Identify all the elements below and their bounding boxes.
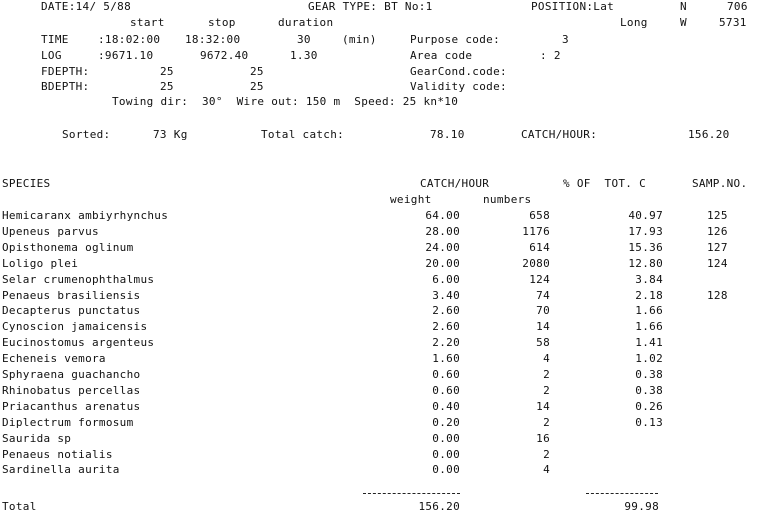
catch-numbers: 2: [543, 384, 550, 397]
species-name: Selar crumenophthalmus: [2, 273, 155, 286]
log-start: :9671.10: [98, 49, 154, 62]
percent-total-column-header: % OF TOT. C: [563, 177, 647, 190]
catch-weight: 0.00: [432, 448, 460, 461]
catch-weight: 2.60: [432, 304, 460, 317]
total-catch-label: Total catch:: [261, 128, 345, 141]
species-name: Upeneus parvus: [2, 225, 99, 238]
percent-of-total: 1.66: [635, 304, 663, 317]
percent-of-total: 1.66: [635, 320, 663, 333]
total-percent: 99.98: [624, 500, 659, 513]
catch-numbers: 74: [536, 289, 550, 302]
gearcond-code-label: GearCond.code:: [410, 65, 507, 78]
catch-weight: 24.00: [425, 241, 460, 254]
species-name: Loligo plei: [2, 257, 79, 270]
sample-number-column-header: SAMP.NO.: [692, 177, 748, 190]
catch-weight: 6.00: [432, 273, 460, 286]
percent-of-total: 40.97: [628, 209, 663, 222]
col-stop-header: stop: [208, 16, 236, 29]
log-stop: 9672.40: [200, 49, 249, 62]
catch-weight: 28.00: [425, 225, 460, 238]
sorted-value: 73 Kg: [153, 128, 188, 141]
log-duration: 1.30: [290, 49, 318, 62]
numbers-subheader: numbers: [483, 193, 532, 206]
position-lat-label: POSITION:Lat: [531, 0, 615, 13]
catch-per-hour-label: CATCH/HOUR:: [521, 128, 598, 141]
percent-of-total: 17.93: [628, 225, 663, 238]
catch-numbers: 70: [536, 304, 550, 317]
percent-of-total: 12.80: [628, 257, 663, 270]
percent-of-total: 15.36: [628, 241, 663, 254]
species-name: Saurida sp: [2, 432, 72, 445]
catch-weight: 0.00: [432, 432, 460, 445]
sample-number: 128: [707, 289, 728, 302]
sample-number: 126: [707, 225, 728, 238]
species-name: Decapterus punctatus: [2, 304, 141, 317]
percent-of-total: 0.38: [635, 384, 663, 397]
weight-total-rule: [363, 493, 460, 494]
long-label: Long: [620, 16, 648, 29]
catch-per-hour-value: 156.20: [688, 128, 730, 141]
towing-wire-speed-line: Towing dir: 30° Wire out: 150 m Speed: 25 kn*10: [112, 95, 459, 108]
catch-weight: 1.60: [432, 352, 460, 365]
long-value: 5731: [719, 16, 747, 29]
catch-numbers: 58: [536, 336, 550, 349]
catch-weight: 2.20: [432, 336, 460, 349]
total-catch-value: 78.10: [430, 128, 465, 141]
sample-number: 125: [707, 209, 728, 222]
catch-numbers: 2: [543, 416, 550, 429]
species-name: Diplectrum formosum: [2, 416, 134, 429]
catch-numbers: 14: [536, 400, 550, 413]
fdepth-stop: 25: [250, 65, 264, 78]
catch-weight: 20.00: [425, 257, 460, 270]
bdepth-label: BDEPTH:: [41, 80, 90, 93]
catch-weight: 2.60: [432, 320, 460, 333]
weight-subheader: weight: [390, 193, 432, 206]
bdepth-stop: 25: [250, 80, 264, 93]
percent-of-total: 2.18: [635, 289, 663, 302]
lat-value: 706: [727, 0, 748, 13]
fdepth-label: FDEPTH:: [41, 65, 90, 78]
time-start: :18:02:00: [98, 33, 161, 46]
catch-numbers: 2: [543, 368, 550, 381]
sample-number: 124: [707, 257, 728, 270]
col-start-header: start: [130, 16, 165, 29]
percent-of-total: 1.41: [635, 336, 663, 349]
total-row-label: Total: [2, 500, 37, 513]
time-unit: (min): [342, 33, 377, 46]
species-name: Penaeus brasiliensis: [2, 289, 141, 302]
catch-numbers: 14: [536, 320, 550, 333]
time-duration: 30: [297, 33, 311, 46]
percent-of-total: 0.26: [635, 400, 663, 413]
catch-weight: 0.60: [432, 384, 460, 397]
catch-weight: 0.20: [432, 416, 460, 429]
catch-weight: 0.60: [432, 368, 460, 381]
time-label: TIME: [41, 33, 69, 46]
species-name: Hemicaranx ambiyrhynchus: [2, 209, 169, 222]
total-weight: 156.20: [418, 500, 460, 513]
date-label: DATE:14/ 5/88: [41, 0, 131, 13]
percent-of-total: 1.02: [635, 352, 663, 365]
purpose-code-value: 3: [562, 33, 569, 46]
species-name: Sardinella aurita: [2, 463, 120, 476]
catch-weight: 3.40: [432, 289, 460, 302]
catch-weight: 64.00: [425, 209, 460, 222]
percent-total-rule: [586, 493, 658, 494]
catch-numbers: 4: [543, 352, 550, 365]
catch-hour-column-header: CATCH/HOUR: [420, 177, 490, 190]
col-duration-header: duration: [278, 16, 334, 29]
catch-numbers: 16: [536, 432, 550, 445]
catch-weight: 0.40: [432, 400, 460, 413]
species-name: Echeneis vemora: [2, 352, 106, 365]
area-code-label: Area code: [410, 49, 473, 62]
catch-weight: 0.00: [432, 463, 460, 476]
catch-numbers: 124: [529, 273, 550, 286]
long-hemisphere: W: [680, 16, 687, 29]
log-label: LOG: [41, 49, 62, 62]
lat-hemisphere: N: [680, 0, 687, 13]
purpose-code-label: Purpose code:: [410, 33, 500, 46]
species-name: Cynoscion jamaicensis: [2, 320, 148, 333]
species-name: Eucinostomus argenteus: [2, 336, 155, 349]
species-name: Sphyraena guachancho: [2, 368, 141, 381]
species-name: Opisthonema oglinum: [2, 241, 134, 254]
validity-code-label: Validity code:: [410, 80, 507, 93]
area-code-value: : 2: [540, 49, 561, 62]
catch-numbers: 4: [543, 463, 550, 476]
sample-number: 127: [707, 241, 728, 254]
gear-type-label: GEAR TYPE: BT No:1: [308, 0, 433, 13]
time-stop: 18:32:00: [185, 33, 241, 46]
catch-numbers: 658: [529, 209, 550, 222]
catch-numbers: 2: [543, 448, 550, 461]
catch-numbers: 2080: [522, 257, 550, 270]
fdepth-start: 25: [160, 65, 174, 78]
percent-of-total: 0.13: [635, 416, 663, 429]
catch-numbers: 614: [529, 241, 550, 254]
catch-numbers: 1176: [522, 225, 550, 238]
sorted-label: Sorted:: [62, 128, 111, 141]
species-column-header: SPECIES: [2, 177, 51, 190]
bdepth-start: 25: [160, 80, 174, 93]
species-name: Priacanthus arenatus: [2, 400, 141, 413]
percent-of-total: 0.38: [635, 368, 663, 381]
species-name: Rhinobatus percellas: [2, 384, 141, 397]
percent-of-total: 3.84: [635, 273, 663, 286]
species-name: Penaeus notialis: [2, 448, 113, 461]
